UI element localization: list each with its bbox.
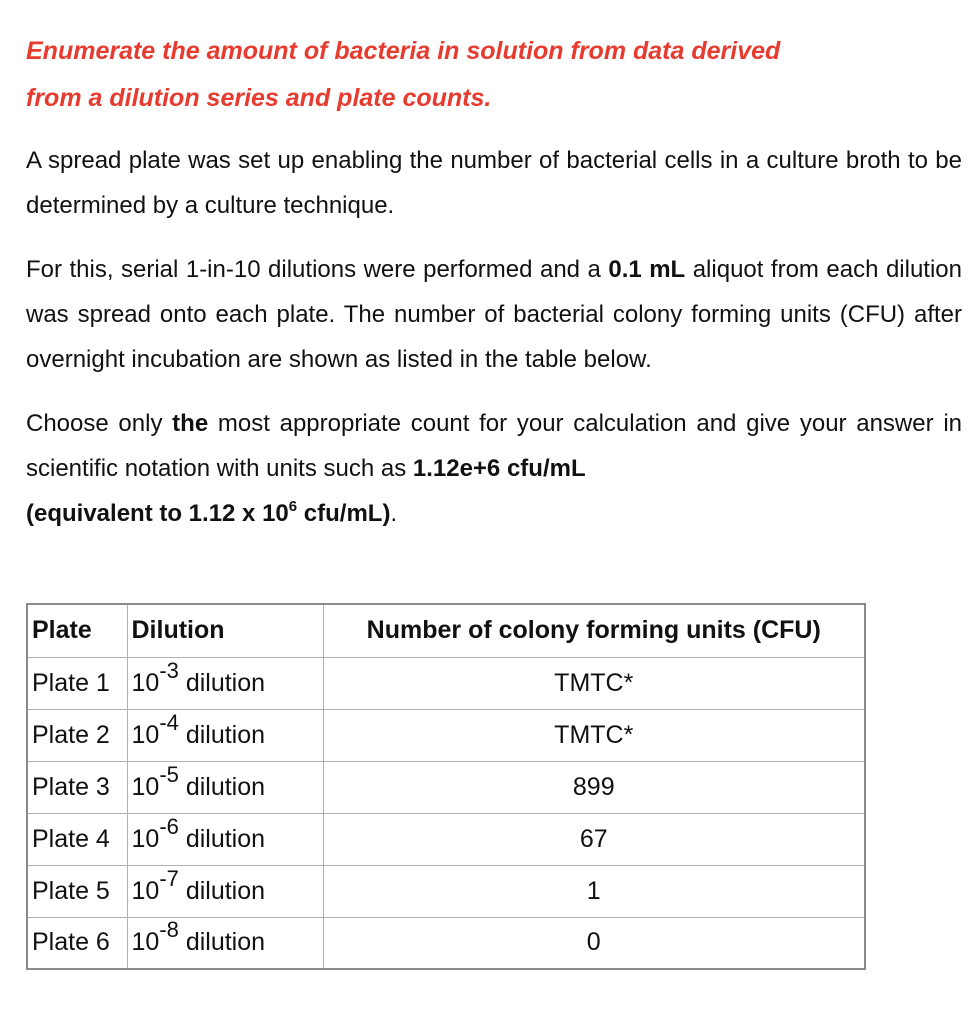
cfu-cell: 67 [323, 813, 865, 865]
dilution-suffix: dilution [178, 876, 266, 905]
dilution-cell [127, 761, 323, 813]
dilution-cell [127, 709, 323, 761]
dilution-suffix: dilution [178, 772, 266, 801]
plate-cell: Plate 5 [27, 865, 127, 917]
plate-cell: Plate 2 [27, 709, 127, 761]
aliquot-volume: 0.1 mL [608, 256, 686, 283]
equivalent-units: cfu/mL) [297, 500, 391, 527]
equivalent-exponent: 6 [288, 498, 298, 515]
table-row [27, 761, 865, 813]
dilution-base: 10 [131, 928, 160, 957]
header-plate: Plate [27, 604, 127, 657]
dilution-base: 10 [131, 824, 160, 853]
dilution-cell [127, 865, 323, 917]
heading-line-1: Enumerate the amount of bacteria in solution from data derived [26, 37, 781, 65]
example-equivalent [26, 500, 390, 527]
table-row [27, 813, 865, 865]
dilution-exponent: -7 [159, 865, 179, 891]
plate-cell: Plate 3 [27, 761, 127, 813]
question-content [26, 28, 962, 558]
question-heading [26, 28, 962, 122]
dilution-suffix: dilution [178, 928, 266, 957]
equivalent-text: (equivalent to 1.12 x 10 [26, 500, 289, 527]
dilution-suffix: dilution [178, 824, 266, 853]
table-header-row [27, 604, 865, 657]
instruction-end: . [390, 500, 398, 527]
dilution-suffix: dilution [178, 720, 266, 749]
table-row [27, 657, 865, 709]
header-cfu: Number of colony forming units (CFU) [323, 604, 865, 657]
example-answer: 1.12e+6 cfu/mL [412, 455, 586, 482]
cfu-cell: 899 [323, 761, 865, 813]
dilution-base: 10 [131, 668, 160, 697]
instruction-text-1: Choose only [26, 410, 173, 437]
method-text-2: aliquot from each dilution was spread onto each plate. The number of bacterial colony forming units (CFU) after overnight incubation are shown as listed in the table below. [26, 256, 963, 373]
instruction-paragraph [26, 401, 962, 539]
table-row [27, 865, 865, 917]
method-text-1: For this, serial 1-in-10 dilutions were performed and a [26, 256, 609, 283]
dilution-suffix: dilution [178, 668, 266, 697]
dilution-exponent: -6 [159, 813, 179, 839]
plate-count-table [26, 603, 866, 970]
dilution-exponent: -3 [159, 657, 179, 683]
cfu-cell: 1 [323, 865, 865, 917]
dilution-base: 10 [131, 720, 160, 749]
cfu-cell: TMTC* [323, 709, 865, 761]
heading-line-2: from a dilution series and plate counts. [26, 84, 492, 112]
dilution-cell [127, 917, 323, 969]
plate-cell: Plate 6 [27, 917, 127, 969]
plate-cell: Plate 1 [27, 657, 127, 709]
dilution-base: 10 [131, 876, 160, 905]
dilution-exponent: -4 [159, 709, 179, 735]
dilution-exponent: -8 [159, 917, 179, 943]
intro-paragraph: A spread plate was set up enabling the number of bacterial cells in a culture broth to be determined by a culture technique. [26, 147, 962, 219]
dilution-base: 10 [131, 772, 160, 801]
plate-cell: Plate 4 [27, 813, 127, 865]
header-dilution: Dilution [127, 604, 323, 657]
dilution-cell [127, 813, 323, 865]
method-paragraph [26, 247, 962, 382]
dilution-cell [127, 657, 323, 709]
dilution-exponent: -5 [159, 761, 179, 787]
instruction-emphasis: the [172, 410, 209, 437]
cfu-cell: 0 [323, 917, 865, 969]
table-row [27, 709, 865, 761]
table-row [27, 917, 865, 969]
cfu-cell: TMTC* [323, 657, 865, 709]
instruction-text-2: most appropriate count for your calculation and give your answer in scientific notation with units such as [26, 410, 962, 482]
